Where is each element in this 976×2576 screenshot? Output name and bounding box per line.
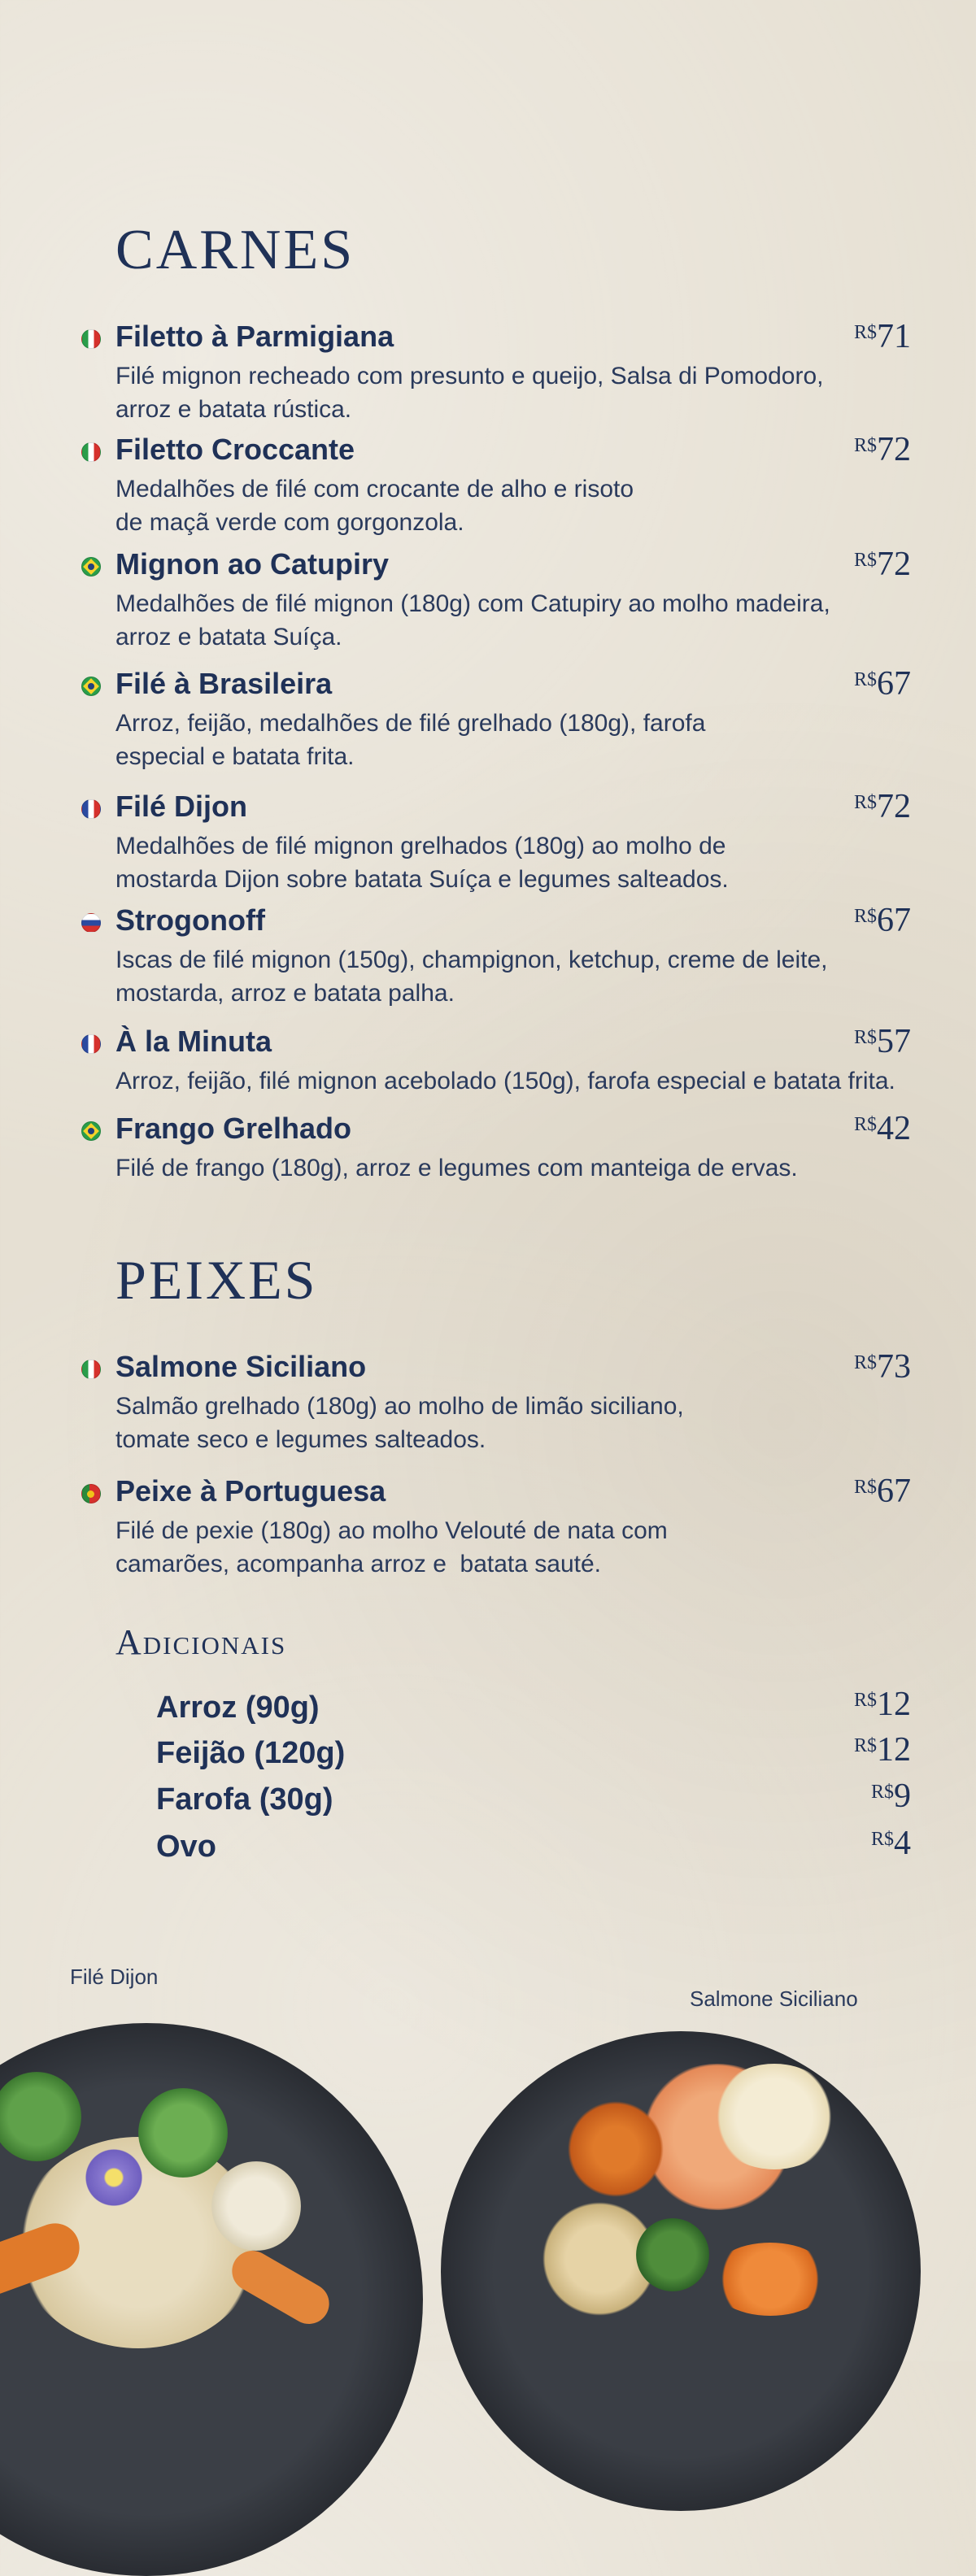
extra-name: Ovo bbox=[156, 1830, 216, 1864]
extra-price bbox=[854, 1732, 911, 1768]
dish-description: Filé mignon recheado com presunto e queijo, Salsa di Pomodoro, arroz e batata rústica. bbox=[115, 363, 824, 423]
dish-name: Strogonoff bbox=[115, 903, 265, 937]
italy-flag-icon bbox=[81, 329, 101, 349]
currency-symbol: R$ bbox=[853, 669, 877, 690]
currency-symbol: R$ bbox=[853, 322, 877, 343]
dish-description: Arroz, feijão, filé mignon acebolado (150g), farofa especial e batata frita. bbox=[115, 1068, 895, 1094]
dish-name: Peixe à Portuguesa bbox=[115, 1474, 386, 1508]
dish-price bbox=[854, 1349, 911, 1385]
price-value: 42 bbox=[877, 1110, 911, 1147]
italy-flag-icon bbox=[81, 442, 101, 462]
currency-symbol: R$ bbox=[853, 906, 877, 927]
currency-symbol: R$ bbox=[870, 1829, 894, 1850]
dish-description: Medalhões de filé mignon grelhados (180g) ao molho de mostarda Dijon sobre batata Suíça e legumes salteados. bbox=[115, 833, 729, 893]
price-value: 67 bbox=[877, 902, 911, 939]
extra-item-farofa bbox=[156, 1778, 911, 1821]
extra-price bbox=[871, 1825, 911, 1861]
extra-item-feijao bbox=[156, 1732, 911, 1774]
extra-item-arroz bbox=[156, 1686, 911, 1729]
price-value: 71 bbox=[877, 318, 911, 355]
menu-item-peixe-portuguesa bbox=[81, 1472, 911, 1581]
extra-price bbox=[854, 1686, 911, 1722]
menu-item-frango-grelhado bbox=[81, 1109, 911, 1185]
currency-symbol: R$ bbox=[853, 1027, 877, 1048]
menu-item-salmone-siciliano bbox=[81, 1347, 911, 1456]
currency-symbol: R$ bbox=[853, 550, 877, 571]
price-value: 72 bbox=[877, 788, 911, 825]
currency-symbol: R$ bbox=[853, 1352, 877, 1373]
dish-description: Salmão grelhado (180g) ao molho de limão siciliano, tomate seco e legumes salteados. bbox=[115, 1393, 684, 1453]
photo-caption-right: Salmone Siciliano bbox=[690, 1986, 858, 2011]
brazil-flag-icon bbox=[81, 557, 101, 577]
dish-price bbox=[854, 1024, 911, 1060]
dish-name: À la Minuta bbox=[115, 1025, 272, 1058]
dish-name: Mignon ao Catupiry bbox=[115, 547, 389, 581]
currency-symbol: R$ bbox=[853, 792, 877, 813]
menu-item-file-brasileira bbox=[81, 664, 911, 773]
menu-item-a-la-minuta bbox=[81, 1022, 911, 1098]
extra-name: Arroz (90g) bbox=[156, 1690, 320, 1725]
dish-description: Arroz, feijão, medalhões de filé grelhado (180g), farofa especial e batata frita. bbox=[115, 710, 706, 770]
dish-price bbox=[854, 1111, 911, 1147]
dish-price bbox=[854, 546, 911, 582]
photo-caption-left: Filé Dijon bbox=[70, 1965, 159, 1989]
currency-symbol: R$ bbox=[870, 1782, 894, 1803]
price-value: 67 bbox=[877, 1473, 911, 1510]
brazil-flag-icon bbox=[81, 677, 101, 696]
dish-description: Medalhões de filé mignon (180g) com Catupiry ao molho madeira, arroz e batata Suíça. bbox=[115, 590, 830, 651]
price-value: 12 bbox=[877, 1686, 911, 1723]
price-value: 9 bbox=[894, 1778, 911, 1815]
file-dijon-photo bbox=[0, 2023, 423, 2576]
extra-price bbox=[871, 1778, 911, 1814]
currency-symbol: R$ bbox=[853, 1114, 877, 1135]
menu-item-strogonoff bbox=[81, 901, 911, 1010]
dish-name: Filé à Brasileira bbox=[115, 667, 333, 700]
currency-symbol: R$ bbox=[853, 435, 877, 456]
dish-price bbox=[854, 319, 911, 355]
carnes-section-title: CARNES bbox=[115, 219, 355, 281]
dish-price bbox=[854, 789, 911, 825]
menu-item-filetto-parmigiana bbox=[81, 317, 911, 426]
dish-price bbox=[854, 1473, 911, 1509]
adicionais-section-title: Adicionais bbox=[115, 1622, 287, 1662]
peixes-section-title: PEIXES bbox=[115, 1249, 318, 1311]
dish-name: Frango Grelhado bbox=[115, 1112, 352, 1145]
menu-item-file-dijon bbox=[81, 787, 911, 896]
dish-price bbox=[854, 903, 911, 938]
price-value: 4 bbox=[894, 1825, 911, 1862]
price-value: 57 bbox=[877, 1023, 911, 1060]
price-value: 72 bbox=[877, 431, 911, 468]
dish-description: Filé de frango (180g), arroz e legumes com manteiga de ervas. bbox=[115, 1155, 798, 1181]
dish-description: Iscas de filé mignon (150g), champignon, ketchup, creme de leite, mostarda, arroz e batata palha. bbox=[115, 946, 828, 1007]
france-flag-icon bbox=[81, 1034, 101, 1054]
dish-description: Filé de pexie (180g) ao molho Velouté de nata com camarões, acompanha arroz e batata sauté. bbox=[115, 1517, 675, 1577]
dish-price bbox=[854, 666, 911, 702]
currency-symbol: R$ bbox=[853, 1735, 877, 1756]
price-value: 67 bbox=[877, 665, 911, 703]
dish-description: Medalhões de filé com crocante de alho e risoto de maçã verde com gorgonzola. bbox=[115, 476, 634, 536]
price-value: 72 bbox=[877, 546, 911, 583]
dish-name: Filetto à Parmigiana bbox=[115, 320, 394, 353]
currency-symbol: R$ bbox=[853, 1477, 877, 1498]
italy-flag-icon bbox=[81, 1360, 101, 1379]
menu-item-mignon-catupiry bbox=[81, 545, 911, 654]
dish-price bbox=[854, 432, 911, 468]
extra-item-ovo bbox=[156, 1825, 911, 1868]
extra-name: Farofa (30g) bbox=[156, 1782, 333, 1817]
menu-item-filetto-croccante bbox=[81, 430, 911, 539]
russia-flag-icon bbox=[81, 913, 101, 933]
france-flag-icon bbox=[81, 799, 101, 819]
dish-name: Salmone Siciliano bbox=[115, 1350, 367, 1383]
brazil-flag-icon bbox=[81, 1121, 101, 1141]
dish-name: Filé Dijon bbox=[115, 790, 247, 823]
currency-symbol: R$ bbox=[853, 1690, 877, 1711]
extra-name: Feijão (120g) bbox=[156, 1736, 346, 1770]
price-value: 73 bbox=[877, 1348, 911, 1386]
price-value: 12 bbox=[877, 1731, 911, 1769]
salmone-siciliano-photo bbox=[441, 2031, 921, 2511]
portugal-flag-icon bbox=[81, 1484, 101, 1503]
dish-name: Filetto Croccante bbox=[115, 433, 355, 466]
